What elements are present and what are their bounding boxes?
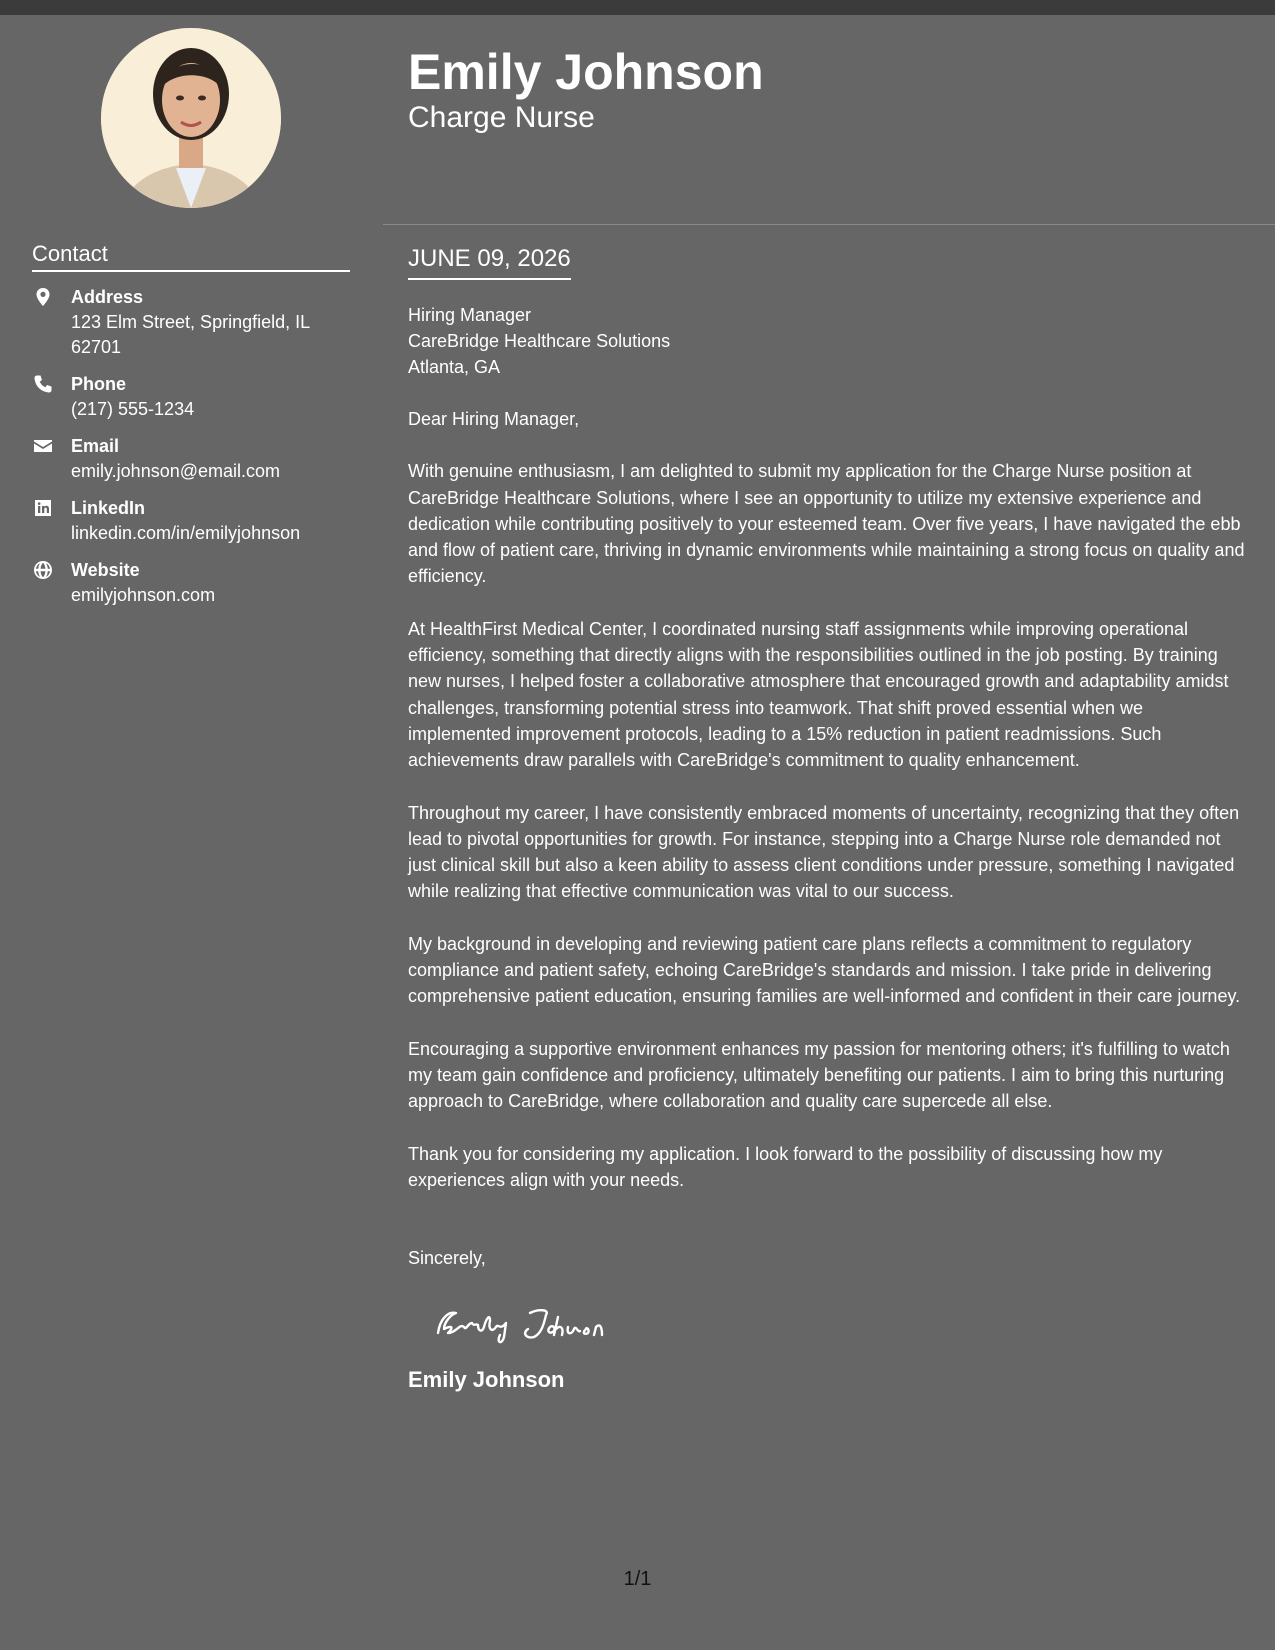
resume-page bbox=[0, 15, 1275, 1650]
letter-paragraph: At HealthFirst Medical Center, I coordinated nursing staff assignments while improving operational efficiency, something that directly aligns with the responsibilities outlined in the job posting. By training new nurses, I helped foster a collaborative atmosphere that encouraged growth and adaptability amidst challenges, transforming potential stress into teamwork. That shift proved essential when we implemented improvement protocols, leading to a 15% reduction in patient readmissions. Such achievements draw parallels with CareBridge's commitment to quality enhancement. bbox=[408, 618, 1229, 771]
profile-photo bbox=[101, 28, 281, 208]
contact-item-website bbox=[32, 558, 362, 608]
globe-icon bbox=[33, 560, 53, 580]
letter-paragraph: Thank you for considering my application. I look forward to the possibility of discussing how my experiences align with your needs. bbox=[408, 1143, 1163, 1190]
header-divider bbox=[383, 224, 1275, 225]
letter-date: JUNE 09, 2026 bbox=[408, 244, 571, 280]
letter-paragraph: Throughout my career, I have consistently embraced moments of uncertainty, recognizing that they often lead to pivotal opportunities for growth. For instance, stepping into a Charge Nurse role demanded not just clinical skill but also a keen ability to assess client conditions under pressure, something I navigated while realizing that effective communication was vital to our success. bbox=[408, 802, 1240, 902]
viewer-top-bar bbox=[0, 0, 1275, 15]
phone-icon bbox=[33, 374, 53, 394]
contact-label: Website bbox=[71, 560, 140, 580]
recipient-line: CareBridge Healthcare Solutions bbox=[408, 331, 671, 351]
signed-name: Emily Johnson bbox=[408, 1367, 565, 1393]
contact-value: linkedin.com/in/emilyjohnson bbox=[71, 523, 301, 543]
contact-heading: Contact bbox=[32, 241, 350, 272]
recipient-line: Hiring Manager bbox=[408, 305, 532, 325]
contact-item-linkedin bbox=[32, 496, 362, 546]
contact-label: Email bbox=[71, 436, 120, 456]
contact-item-phone bbox=[32, 372, 362, 422]
contact-value: emilyjohnson.com bbox=[71, 585, 216, 605]
contact-item-address bbox=[32, 285, 362, 360]
recipient-block bbox=[408, 302, 1248, 380]
contact-item-email bbox=[32, 434, 362, 484]
contact-label: Phone bbox=[71, 374, 127, 394]
map-pin-icon bbox=[33, 287, 53, 307]
page-indicator: 1/1 bbox=[623, 1568, 652, 1590]
contact-label: LinkedIn bbox=[71, 498, 146, 518]
contact-value: emily.johnson@email.com bbox=[71, 461, 281, 481]
contact-value: (217) 555-1234 bbox=[71, 399, 195, 419]
contact-label: Address bbox=[71, 287, 144, 307]
letter-paragraph: With genuine enthusiasm, I am delighted to submit my application for the Charge Nurse position at CareBridge Healthcare Solutions, where I see an opportunity to utilize my extensive experience and dedication while contributing positively to your esteemed team. Over five years, I have navigated the ebb and flow of patient care, thriving in dynamic environments while maintaining a strong focus on quality and efficiency. bbox=[408, 461, 1245, 587]
applicant-name: Emily Johnson bbox=[408, 44, 764, 100]
contact-list bbox=[32, 285, 362, 620]
handwritten-signature bbox=[426, 1293, 666, 1353]
cover-letter bbox=[408, 244, 1248, 1394]
salutation: Dear Hiring Manager, bbox=[408, 409, 580, 429]
linkedin-icon bbox=[33, 498, 53, 518]
recipient-line: Atlanta, GA bbox=[408, 357, 501, 377]
envelope-icon bbox=[33, 436, 53, 456]
header bbox=[408, 43, 1248, 135]
letter-paragraph: My background in developing and reviewing patient care plans reflects a commitment to regulatory compliance and patient safety, echoing CareBridge's standards and mission. I take pride in delivering comprehensive patient education, ensuring families are well-informed and confident in their care journey. bbox=[408, 933, 1241, 1007]
sidebar bbox=[0, 15, 383, 1650]
letter-paragraph: Encouraging a supportive environment enhances my passion for mentoring others; it's fulfilling to watch my team gain confidence and proficiency, ultimately benefiting our patients. I aim to bring this nurturing approach to CareBridge, where collaboration and quality care supercede all else. bbox=[408, 1038, 1230, 1112]
job-title: Charge Nurse bbox=[408, 101, 595, 134]
contact-value: 123 Elm Street, Springfield, IL 62701 bbox=[71, 312, 310, 357]
closing: Sincerely, bbox=[408, 1248, 486, 1269]
